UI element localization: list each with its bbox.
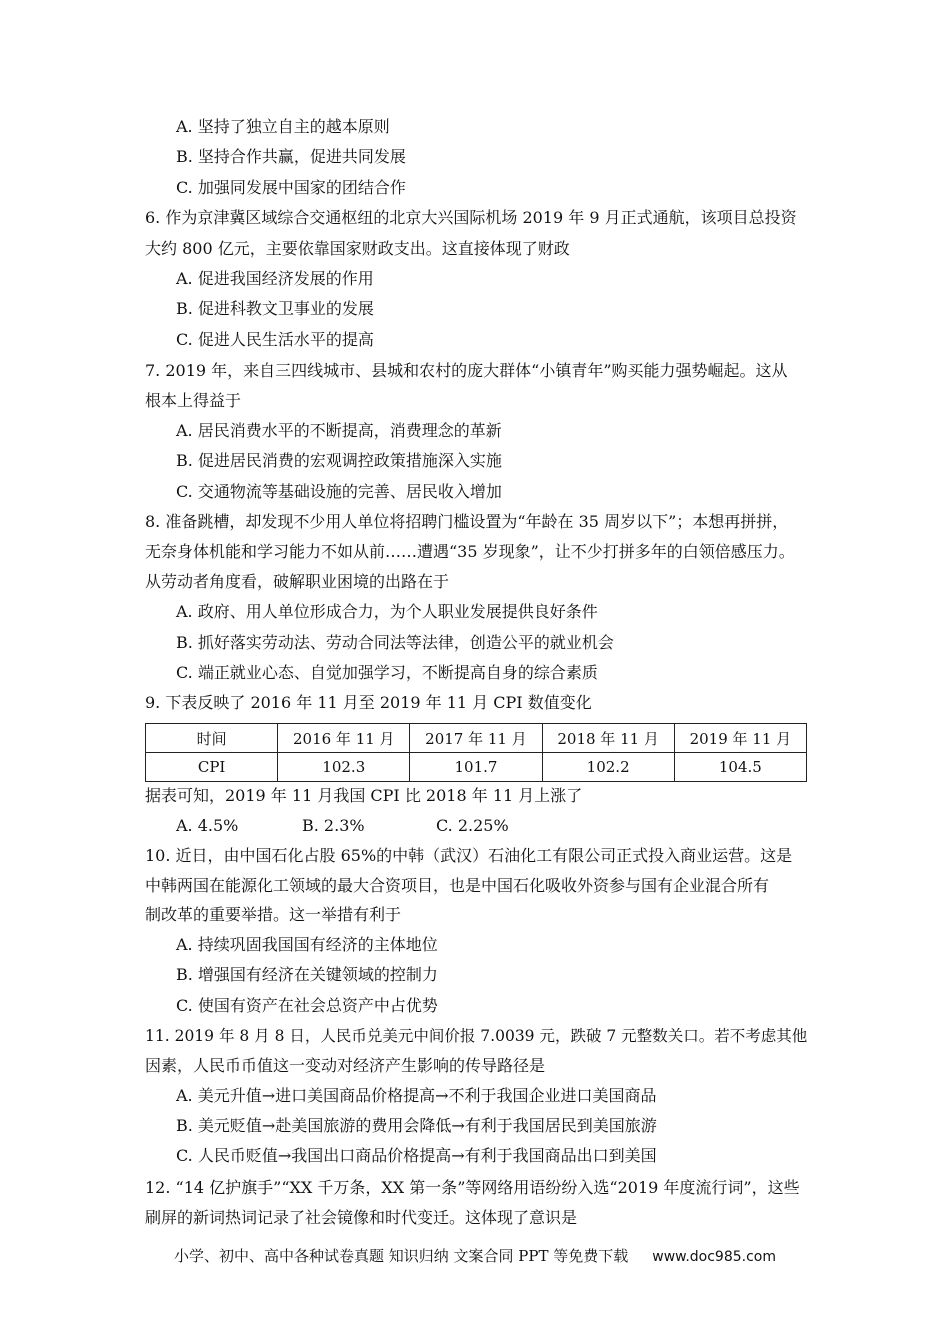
q10-option-b: B. 增强国有经济在关键领域的控制力 (176, 965, 438, 984)
q7-stem-line2: 根本上得益于 (145, 391, 242, 410)
q8-option-c: C. 端正就业心态、自觉加强学习，不断提高自身的综合素质 (176, 663, 598, 682)
q6-option-c: C. 促进人民生活水平的提高 (176, 330, 374, 349)
table-cell: 102.3 (278, 753, 410, 782)
q11-option-b: B. 美元贬值→赴美国旅游的费用会降低→有利于我国居民到美国旅游 (176, 1116, 657, 1135)
table-header-cell: 2018 年 11 月 (542, 724, 674, 753)
q10-stem-line3: 制改革的重要举措。这一举措有利于 (145, 905, 402, 924)
q9-stem-after-table: 据表可知，2019 年 11 月我国 CPI 比 2018 年 11 月上涨了 (145, 786, 583, 805)
q11-option-a: A. 美元升值→进口美国商品价格提高→不利于我国企业进口美国商品 (176, 1086, 657, 1105)
q10-option-c: C. 使国有资产在社会总资产中占优势 (176, 996, 438, 1015)
q8-stem-line3: 从劳动者角度看，破解职业困境的出路在于 (145, 572, 450, 591)
table-cell: 101.7 (410, 753, 542, 782)
q8-option-a: A. 政府、用人单位形成合力，为个人职业发展提供良好条件 (176, 602, 598, 621)
table-header-cell: 2019 年 11 月 (674, 724, 806, 753)
q8-stem-line1: 8. 准备跳槽，却发现不少用人单位将招聘门槛设置为“年龄在 35 周岁以下”；本想再拼拼， (145, 512, 789, 531)
q6-option-b: B. 促进科教文卫事业的发展 (176, 299, 374, 318)
page-footer (0, 1245, 950, 1266)
table-cell: 102.2 (542, 753, 674, 782)
q11-option-c: C. 人民币贬值→我国出口商品价格提高→有利于我国商品出口到美国 (176, 1146, 657, 1165)
q6-stem-line2: 大约 800 亿元，主要依靠国家财政支出。这直接体现了财政 (145, 239, 570, 258)
table-row (146, 753, 807, 782)
q5-option-a: A. 坚持了独立自主的越本原则 (176, 117, 390, 136)
q7-option-a: A. 居民消费水平的不断提高，消费理念的革新 (176, 421, 502, 440)
q7-stem-line1: 7. 2019 年，来自三四线城市、县城和农村的庞大群体“小镇青年”购买能力强势崛起。这从 (145, 361, 788, 380)
q9-option-b: B. 2.3% (302, 816, 365, 835)
footer-text: 小学、初中、高中各种试卷真题 知识归纳 文案合同 PPT 等免费下载 (173, 1247, 629, 1265)
table-header-cell: 时间 (146, 724, 278, 753)
table-header-cell: 2017 年 11 月 (410, 724, 542, 753)
q8-option-b: B. 抓好落实劳动法、劳动合同法等法律，创造公平的就业机会 (176, 633, 614, 652)
q8-stem-line2: 无奈身体机能和学习能力不如从前……遭遇“35 岁现象”，让不少打拼多年的白领倍感压力。 (145, 542, 795, 561)
q10-stem-line1: 10. 近日，由中国石化占股 65%的中韩（武汉）石油化工有限公司正式投入商业运营。这是 (145, 846, 793, 865)
q10-option-a: A. 持续巩固我国国有经济的主体地位 (176, 935, 438, 954)
q12-stem-line2: 刷屏的新词热词记录了社会镜像和时代变迁。这体现了意识是 (145, 1208, 578, 1227)
q9-option-a: A. 4.5% (176, 816, 239, 835)
q5-option-b: B. 坚持合作共赢，促进共同发展 (176, 147, 406, 166)
q9-option-c: C. 2.25% (436, 816, 509, 835)
q12-stem-line1: 12. “14 亿护旗手”“XX 千万条，XX 第一条”等网络用语纷纷入选“2019 年度流行词”，这些 (145, 1178, 800, 1197)
q10-stem-line2: 中韩两国在能源化工领域的最大合资项目，也是中国石化吸收外资参与国有企业混合所有 (145, 876, 770, 895)
table-header-cell: 2016 年 11 月 (278, 724, 410, 753)
q7-option-c: C. 交通物流等基础设施的完善、居民收入增加 (176, 482, 502, 501)
q9-stem: 9. 下表反映了 2016 年 11 月至 2019 年 11 月 CPI 数值变化 (145, 693, 592, 712)
table-header-row (146, 724, 807, 753)
table-cell: CPI (146, 753, 278, 782)
q6-stem-line1: 6. 作为京津冀区域综合交通枢纽的北京大兴国际机场 2019 年 9 月正式通航，该项目总投资 (145, 208, 797, 227)
q11-stem-line1: 11. 2019 年 8 月 8 日，人民币兑美元中间价报 7.0039 元，跌破 7 元整数关口。若不考虑其他 (145, 1027, 808, 1045)
footer-site-link[interactable]: www.doc985.com (652, 1249, 776, 1265)
cpi-table (145, 723, 807, 782)
q9-options-row (176, 815, 509, 837)
q7-option-b: B. 促进居民消费的宏观调控政策措施深入实施 (176, 451, 502, 470)
table-cell: 104.5 (674, 753, 806, 782)
q5-option-c: C. 加强同发展中国家的团结合作 (176, 178, 406, 197)
q11-stem-line2: 因素，人民币币值这一变动对经济产生影响的传导路径是 (145, 1056, 546, 1075)
q6-option-a: A. 促进我国经济发展的作用 (176, 269, 374, 288)
